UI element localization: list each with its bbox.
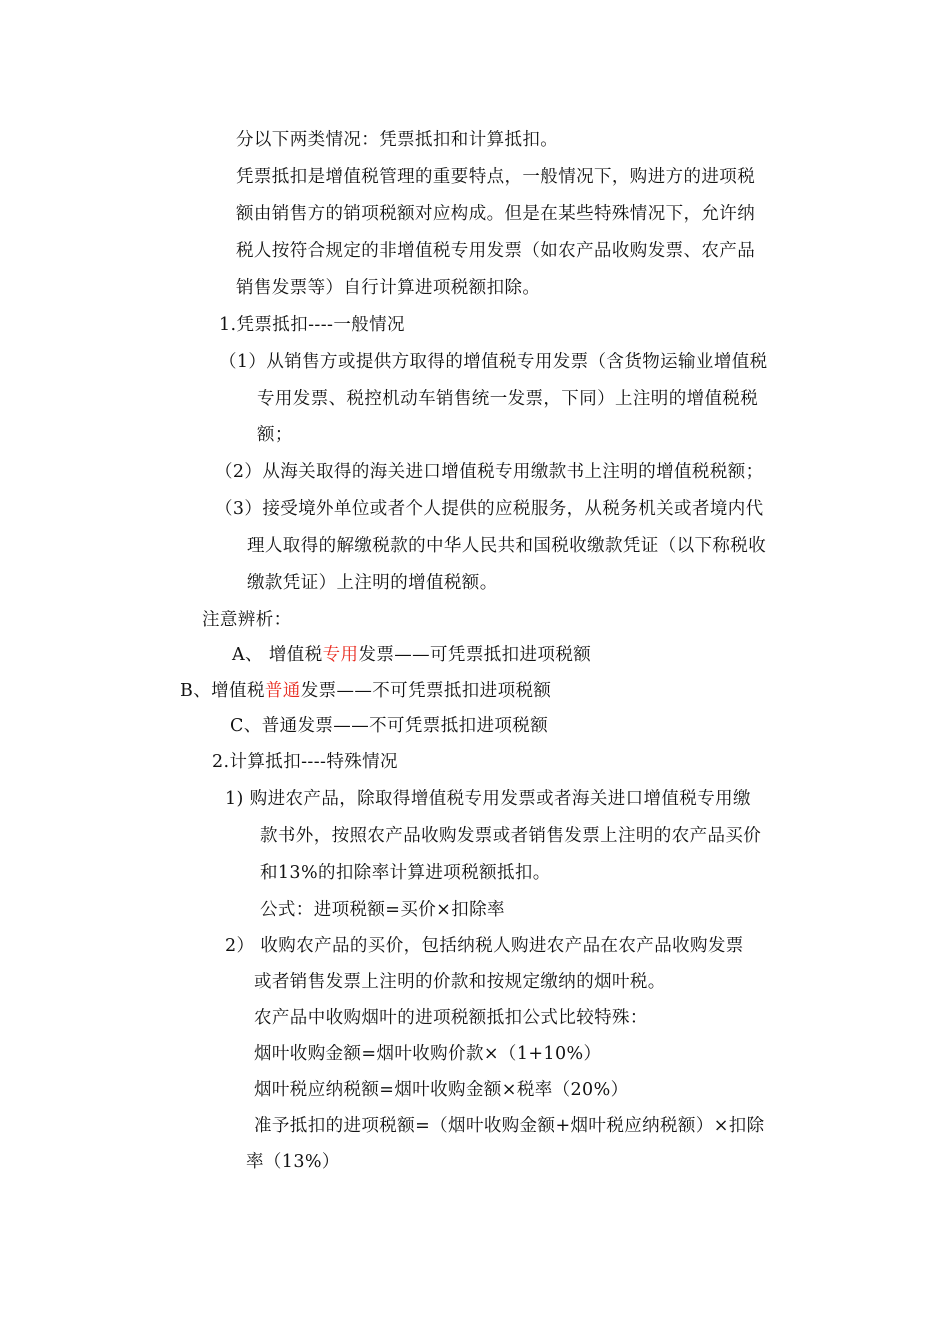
section1-item3-line: 缴款凭证）上注明的增值税额。 <box>247 573 498 593</box>
section1-item1-line: 额； <box>257 425 293 445</box>
note-heading: 注意辨析： <box>202 610 292 630</box>
intro-para-line: 额由销售方的销项税额对应构成。但是在某些特殊情况下，允许纳 <box>236 204 756 224</box>
formula-line: 公式：进项税额=买价×扣除率 <box>260 900 505 920</box>
section1-item3-line: 理人取得的解缴税款的中华人民共和国税收缴款凭证（以下称税收 <box>247 536 767 556</box>
tobacco-line: 农产品中收购烟叶的进项税额抵扣公式比较特殊： <box>254 1008 648 1028</box>
section1-item3-line: （3）接受境外单位或者个人提供的应税服务，从税务机关或者境内代 <box>215 499 764 519</box>
note-item-a: A、 增值税专用发票——可凭票抵扣进项税额 <box>232 645 592 665</box>
tobacco-line: 准予抵扣的进项税额=（烟叶收购金额+烟叶税应纳税额）×扣除 <box>254 1116 765 1136</box>
section2-item1-line: 款书外，按照农产品收购发票或者销售发票上注明的农产品买价 <box>260 826 762 846</box>
section1-heading: 1.凭票抵扣----一般情况 <box>219 315 405 335</box>
intro-para-line: 税人按符合规定的非增值税专用发票（如农产品收购发票、农产品 <box>236 241 756 261</box>
section2-item2-line: 2） 收购农产品的买价，包括纳税人购进农产品在农产品收购发票 <box>225 936 744 956</box>
intro-para-line: 销售发票等）自行计算进项税额扣除。 <box>236 278 541 298</box>
tobacco-line: 烟叶税应纳税额=烟叶收购金额×税率（20%） <box>254 1080 629 1100</box>
intro-para-line: 凭票抵扣是增值税管理的重要特点，一般情况下，购进方的进项税 <box>236 167 756 187</box>
section2-item1-line: 1) 购进农产品，除取得增值税专用发票或者海关进口增值税专用缴 <box>225 789 751 809</box>
section2-item1-line: 和13%的扣除率计算进项税额抵扣。 <box>260 863 551 883</box>
note-item-c: C、普通发票——不可凭票抵扣进项税额 <box>230 716 549 736</box>
intro-line: 分以下两类情况：凭票抵扣和计算抵扣。 <box>236 130 559 150</box>
tobacco-line: 烟叶收购金额=烟叶收购价款×（1+10%） <box>254 1044 602 1064</box>
section1-item2: （2）从海关取得的海关进口增值税专用缴款书上注明的增值税税额； <box>215 462 764 482</box>
section2-item2-line: 或者销售发票上注明的价款和按规定缴纳的烟叶税。 <box>254 972 666 992</box>
section1-item1-line: 专用发票、税控机动车销售统一发票，下同）上注明的增值税税 <box>257 389 759 409</box>
note-item-b: B、增值税普通发票——不可凭票抵扣进项税额 <box>180 681 552 701</box>
tobacco-line: 率（13%） <box>246 1152 340 1172</box>
section1-item1-line: （1）从销售方或提供方取得的增值税专用发票（含货物运输业增值税 <box>219 352 768 372</box>
section2-heading: 2.计算抵扣----特殊情况 <box>212 752 398 772</box>
